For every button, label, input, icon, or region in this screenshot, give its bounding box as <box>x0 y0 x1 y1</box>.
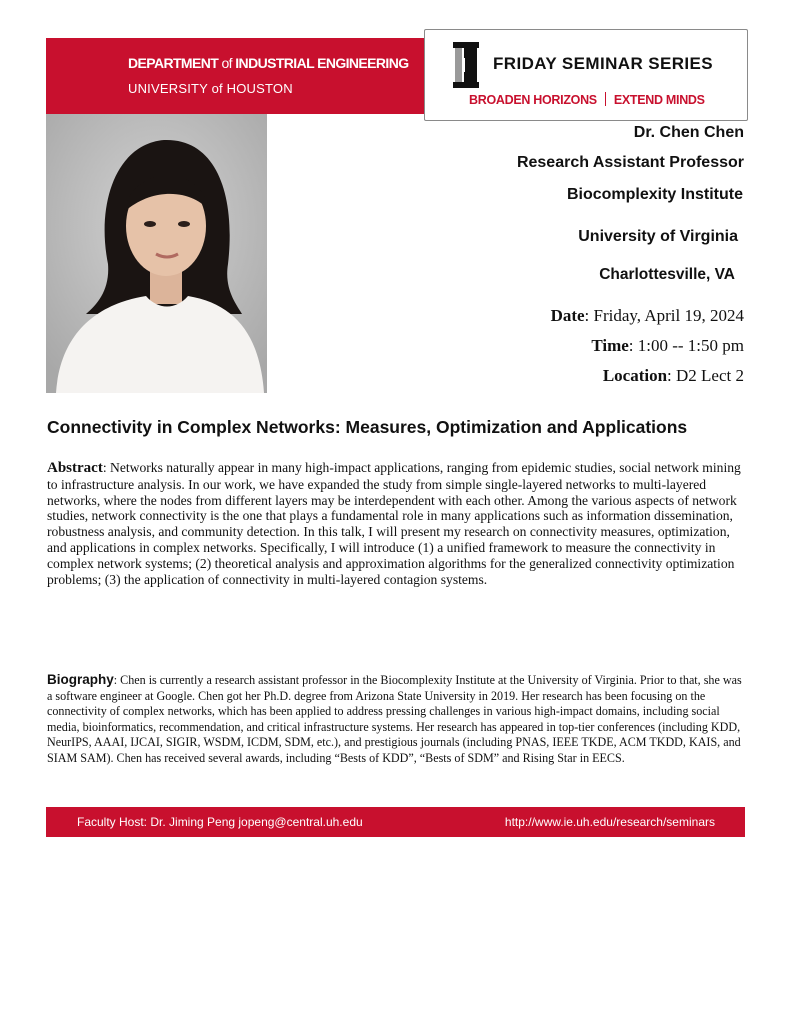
seminar-url-link[interactable]: http://www.ie.uh.edu/research/seminars <box>504 815 715 829</box>
event-time: Time: 1:00 -- 1:50 pm <box>591 336 744 355</box>
department-banner <box>46 38 454 114</box>
event-location: Location: D2 Lect 2 <box>602 366 744 385</box>
speaker-location: Charlottesville, VA <box>599 266 735 283</box>
abstract-label: Abstract <box>47 460 103 476</box>
seminar-series-box <box>424 29 748 121</box>
speaker-name: Dr. Chen Chen <box>633 124 744 141</box>
university-name: UNIVERSITY of HOUSTON <box>128 81 293 96</box>
footer-bar <box>46 807 745 837</box>
talk-title: Connectivity in Complex Networks: Measures, Optimization and Applications <box>47 417 688 437</box>
speaker-university: University of Virginia <box>578 228 738 245</box>
biography-text: : Chen is currently a research assistant professor in the Biocomplexity Institute at the University of Virginia. Prior to that, she was a software engineer at Google. Chen got her Ph.D. degree from Arizona State University in 2019. Her research has been focusing on the connectivity of complex networks, which has been applied to address pressing challenges in various high-impact domains, including social media, bioinformatics, recommendation, and critical infrastructure systems. Her research has appeared in top-tier conferences (including KDD, NeurIPS, AAAI, IJCAI, SIGIR, WSDM, ICDM, SDM, etc.), and prestigious journals (including PNAS, IEEE TKDE, ACM TKDD, KAIS, and SIAM SAM). Chen has received several awards, including “Bests of KDD”, “Bests of SDM” and Rising Star in EECS. <box>47 673 742 765</box>
tagline: BROADEN HORIZONS EXTEND MINDS <box>469 93 705 107</box>
abstract-text: : Networks naturally appear in many high-impact applications, ranging from epidemic studies, social network mining to infrastructure analysis. In our work, we have expanded the study from simple single-layered networks to multi-layered networks, where the nodes from different layers may be interdependent with each other. Among the various aspects of network studies, network connectivity is the one that plays a fundamental role in many applications such as information dissemination, robustness analysis, and community detection. In this talk, I will present my research on connectivity measures, optimization, and applications in complex networks. Specifically, I will introduce (1) a unified framework to measure the connectivity in complex network systems; (2) theoretical analysis and approximation algorithms for the generalized connectivity optimization problems; (3) the application of connectivity in multi-layered contagion systems. <box>47 460 741 587</box>
speaker-position: Research Assistant Professor <box>516 154 744 171</box>
abstract <box>47 460 747 587</box>
speaker-institute: Biocomplexity Institute <box>566 186 743 203</box>
speaker-photo <box>46 114 267 393</box>
biography-label: Biography <box>47 672 114 687</box>
department-name: DEPARTMENT of INDUSTRIAL ENGINEERING <box>128 55 409 71</box>
series-title: FRIDAY SEMINAR SERIES <box>493 54 714 73</box>
event-date: Date: Friday, April 19, 2024 <box>550 306 744 325</box>
biography <box>47 672 747 767</box>
ie-logo-icon <box>453 42 479 88</box>
faculty-host: Faculty Host: Dr. Jiming Peng jopeng@central.uh.edu <box>77 815 363 829</box>
